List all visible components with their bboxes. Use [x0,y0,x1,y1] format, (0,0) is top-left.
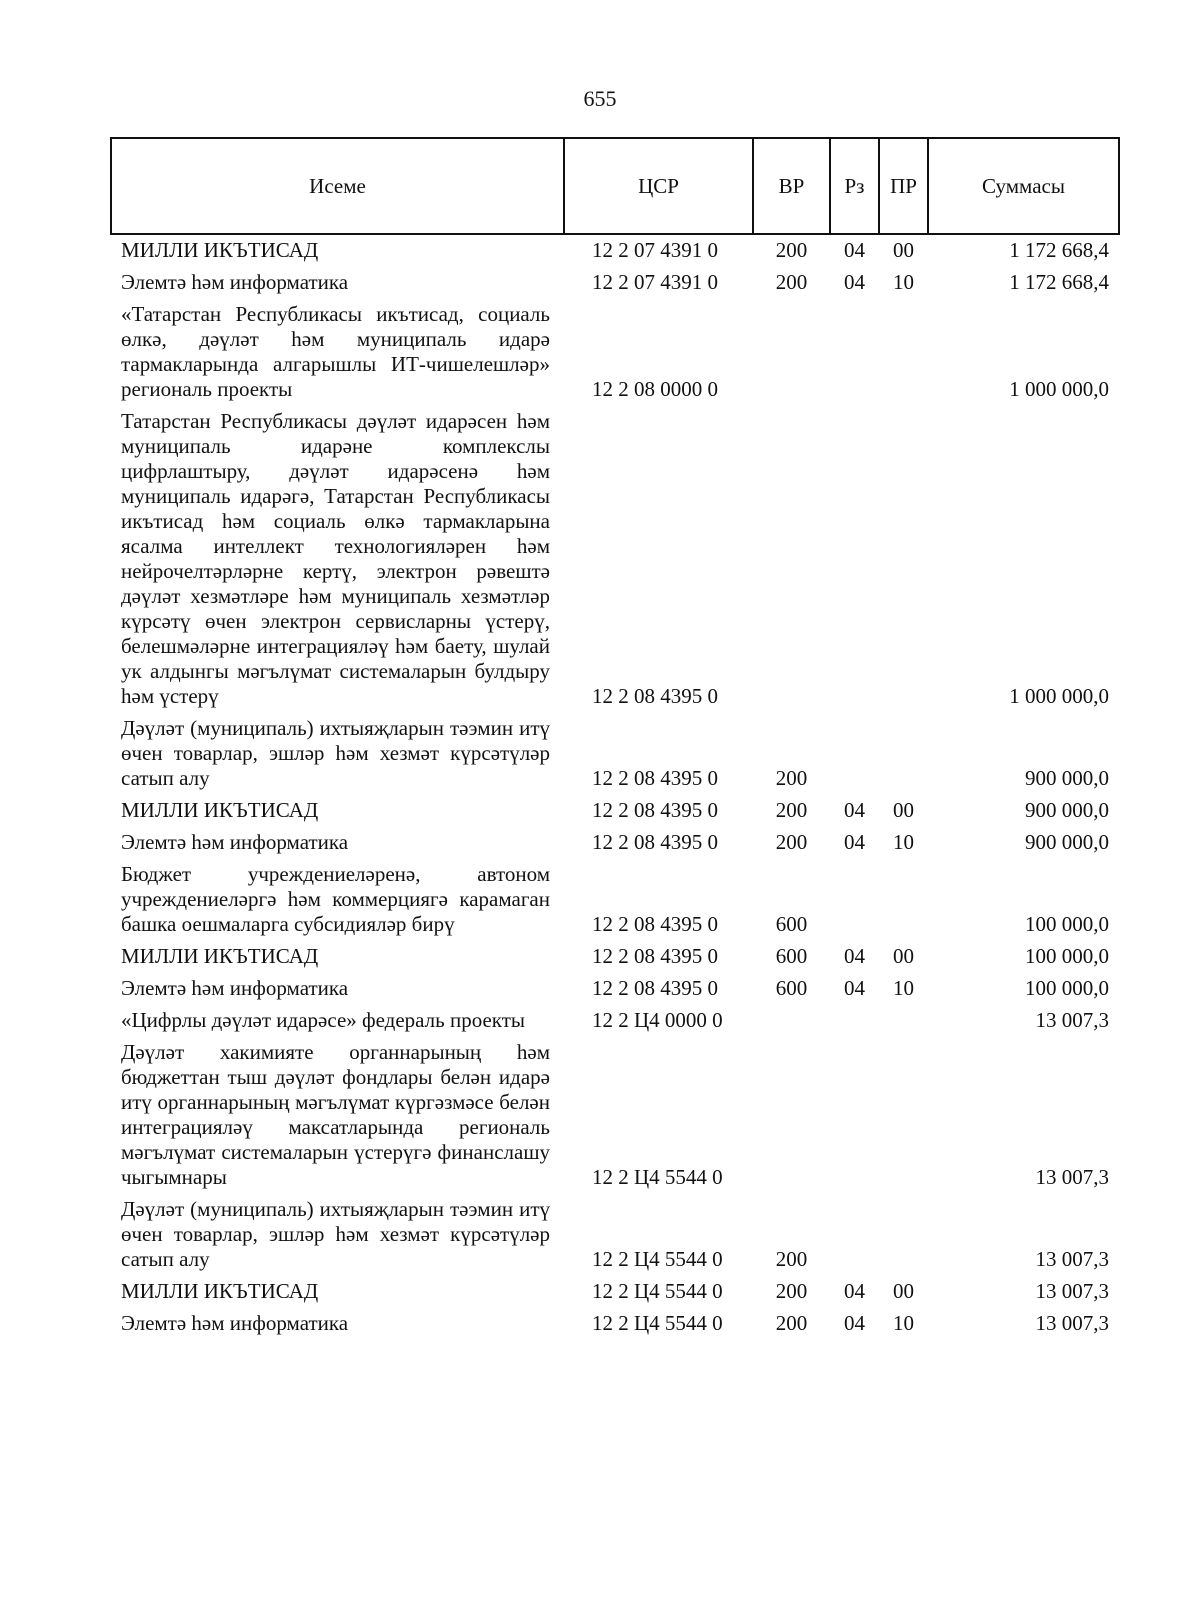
table-row [111,973,1119,1005]
page-number: 655 [583,86,617,111]
cell-pr: 00 [893,798,914,822]
cell-vr: 200 [775,1311,808,1335]
cell-rz: 04 [844,830,865,854]
table-row [111,941,1119,973]
cell-csr: 12 2 08 4395 0 [592,976,718,1000]
cell-csr: 12 2 08 4395 0 [592,684,718,708]
cell-vr: 200 [775,766,808,790]
cell-pr [879,406,928,713]
cell-csr: 12 2 Ц4 5544 0 [592,1247,723,1271]
cell-vr: 200 [775,1247,808,1271]
cell-rz [830,406,879,713]
cell-name: Элемтә һәм информатика [121,1311,349,1335]
cell-name: Элемтә һәм информатика [121,830,349,854]
cell-sum: 1 000 000,0 [1009,684,1109,708]
table-row [111,795,1119,827]
cell-name: МИЛЛИ ИКЪТИСАД [121,944,319,968]
cell-name: «Татарстан Республикасы икътисад, социаль өлкә, дәүләт һәм муниципаль идарә тармакларында алгарышлы ИТ-чишелешләр» региональ проекты [121,302,550,401]
table-row [111,406,1119,713]
cell-name: Элемтә һәм информатика [121,270,349,294]
cell-name: «Цифрлы дәүләт идарәсе» федераль проекты [121,1008,526,1032]
cell-sum: 1 172 668,4 [1009,238,1109,262]
cell-rz: 04 [844,270,865,294]
table-row [111,234,1119,267]
cell-csr: 12 2 Ц4 5544 0 [592,1311,723,1335]
cell-csr: 12 2 07 4391 0 [592,238,718,262]
cell-pr: 10 [893,270,914,294]
header-vr: ВР [753,138,830,234]
cell-pr: 10 [893,976,914,1000]
table-row [111,267,1119,299]
cell-pr [879,859,928,941]
cell-rz [830,713,879,795]
cell-csr: 12 2 07 4391 0 [592,270,718,294]
cell-rz: 04 [844,944,865,968]
header-row [111,138,1119,234]
cell-sum: 900 000,0 [1025,830,1109,854]
table-row [111,1194,1119,1276]
cell-name: МИЛЛИ ИКЪТИСАД [121,1279,319,1303]
cell-name: Бюджет учреждениеләренә, автоном учреждениеләргә һәм коммерциягә карамаган башка оешмаларга субсидияләр бирү [121,862,550,936]
budget-table [110,137,1120,1340]
cell-vr: 600 [775,944,808,968]
cell-csr: 12 2 08 4395 0 [592,798,718,822]
header-rz: Рз [830,138,879,234]
table-row [111,859,1119,941]
table-row [111,713,1119,795]
cell-rz: 04 [844,976,865,1000]
cell-name: МИЛЛИ ИКЪТИСАД [121,238,319,262]
cell-vr: 600 [775,912,808,936]
cell-vr: 200 [775,1279,808,1303]
cell-pr [879,1037,928,1194]
cell-rz: 04 [844,1279,865,1303]
cell-pr: 00 [893,944,914,968]
cell-csr: 12 2 Ц4 5544 0 [592,1165,723,1189]
cell-sum: 13 007,3 [1035,1311,1109,1335]
cell-sum: 13 007,3 [1035,1165,1109,1189]
table-row [111,1276,1119,1308]
cell-pr [879,1005,928,1037]
cell-vr [753,406,830,713]
cell-sum: 900 000,0 [1025,766,1109,790]
cell-rz: 04 [844,238,865,262]
cell-sum: 13 007,3 [1035,1279,1109,1303]
cell-name: Элемтә һәм информатика [121,976,349,1000]
cell-csr: 12 2 Ц4 0000 0 [592,1008,723,1032]
cell-sum: 100 000,0 [1025,976,1109,1000]
cell-pr: 10 [893,1311,914,1335]
header-pr: ПР [879,138,928,234]
cell-rz [830,1037,879,1194]
cell-name: Татарстан Республикасы дәүләт идарәсен һәм муниципаль идарәне комплекслы цифрлаштыру, дәүләт идарәсенә һәм муниципаль идарәгә, Татарстан Республикасы икътисад һәм социаль өлкә тармакларына ясалма интеллект технологияләрен һәм нейрочелтәрләрне кертү, электрон рәвештә дәүләт хезмәтләре һәм муниципаль хезмәтләр күрсәтү өчен электрон сервисларны үстерү, белешмәләрне интеграцияләү һәм баету, шулай ук алдынгы мәгълүмат системаларын булдыру һәм үстерү [121,409,550,708]
cell-pr [879,1194,928,1276]
cell-name: Дәүләт (муниципаль) ихтыяҗларын тәэмин итү өчен товарлар, эшләр һәм хезмәт күрсәтүләр сатып алу [121,716,550,790]
cell-pr [879,713,928,795]
cell-sum: 13 007,3 [1035,1247,1109,1271]
cell-csr: 12 2 08 4395 0 [592,944,718,968]
table-header [111,138,1119,234]
header-sum: Суммасы [928,138,1119,234]
cell-vr: 200 [775,238,808,262]
cell-vr: 200 [775,830,808,854]
cell-rz: 04 [844,798,865,822]
table-row [111,1308,1119,1340]
cell-csr: 12 2 08 4395 0 [592,830,718,854]
cell-vr: 200 [775,270,808,294]
cell-sum: 100 000,0 [1025,944,1109,968]
cell-csr: 12 2 Ц4 5544 0 [592,1279,723,1303]
cell-csr: 12 2 08 0000 0 [592,377,718,401]
cell-name: Дәүләт хакимияте органнарының һәм бюджеттан тыш дәүләт фондлары белән идарә итү органнарының мәгълүмат күргәзмәсе белән интеграцияләү максатларында региональ мәгълүмат системаларын үстерүгә финанслашу чыгымнары [121,1040,550,1189]
header-name: Исеме [111,138,564,234]
cell-name: Дәүләт (муниципаль) ихтыяҗларын тәэмин итү өчен товарлар, эшләр һәм хезмәт күрсәтүләр сатып алу [121,1197,550,1271]
table-body [111,234,1119,1340]
cell-vr: 600 [775,976,808,1000]
cell-rz: 04 [844,1311,865,1335]
cell-sum: 13 007,3 [1035,1008,1109,1032]
cell-csr: 12 2 08 4395 0 [592,766,718,790]
table-row [111,299,1119,406]
cell-sum: 1 000 000,0 [1009,377,1109,401]
cell-sum: 100 000,0 [1025,912,1109,936]
cell-sum: 1 172 668,4 [1009,270,1109,294]
table-row [111,1037,1119,1194]
cell-pr: 00 [893,1279,914,1303]
cell-rz [830,859,879,941]
cell-pr: 00 [893,238,914,262]
header-csr: ЦСР [564,138,753,234]
cell-name: МИЛЛИ ИКЪТИСАД [121,798,319,822]
cell-vr [753,1005,830,1037]
table-row [111,827,1119,859]
cell-vr [753,1037,830,1194]
cell-rz [830,1005,879,1037]
cell-sum: 900 000,0 [1025,798,1109,822]
cell-rz [830,299,879,406]
cell-pr [879,299,928,406]
table-row [111,1005,1119,1037]
cell-csr: 12 2 08 4395 0 [592,912,718,936]
cell-rz [830,1194,879,1276]
cell-vr: 200 [775,798,808,822]
cell-pr: 10 [893,830,914,854]
cell-vr [753,299,830,406]
